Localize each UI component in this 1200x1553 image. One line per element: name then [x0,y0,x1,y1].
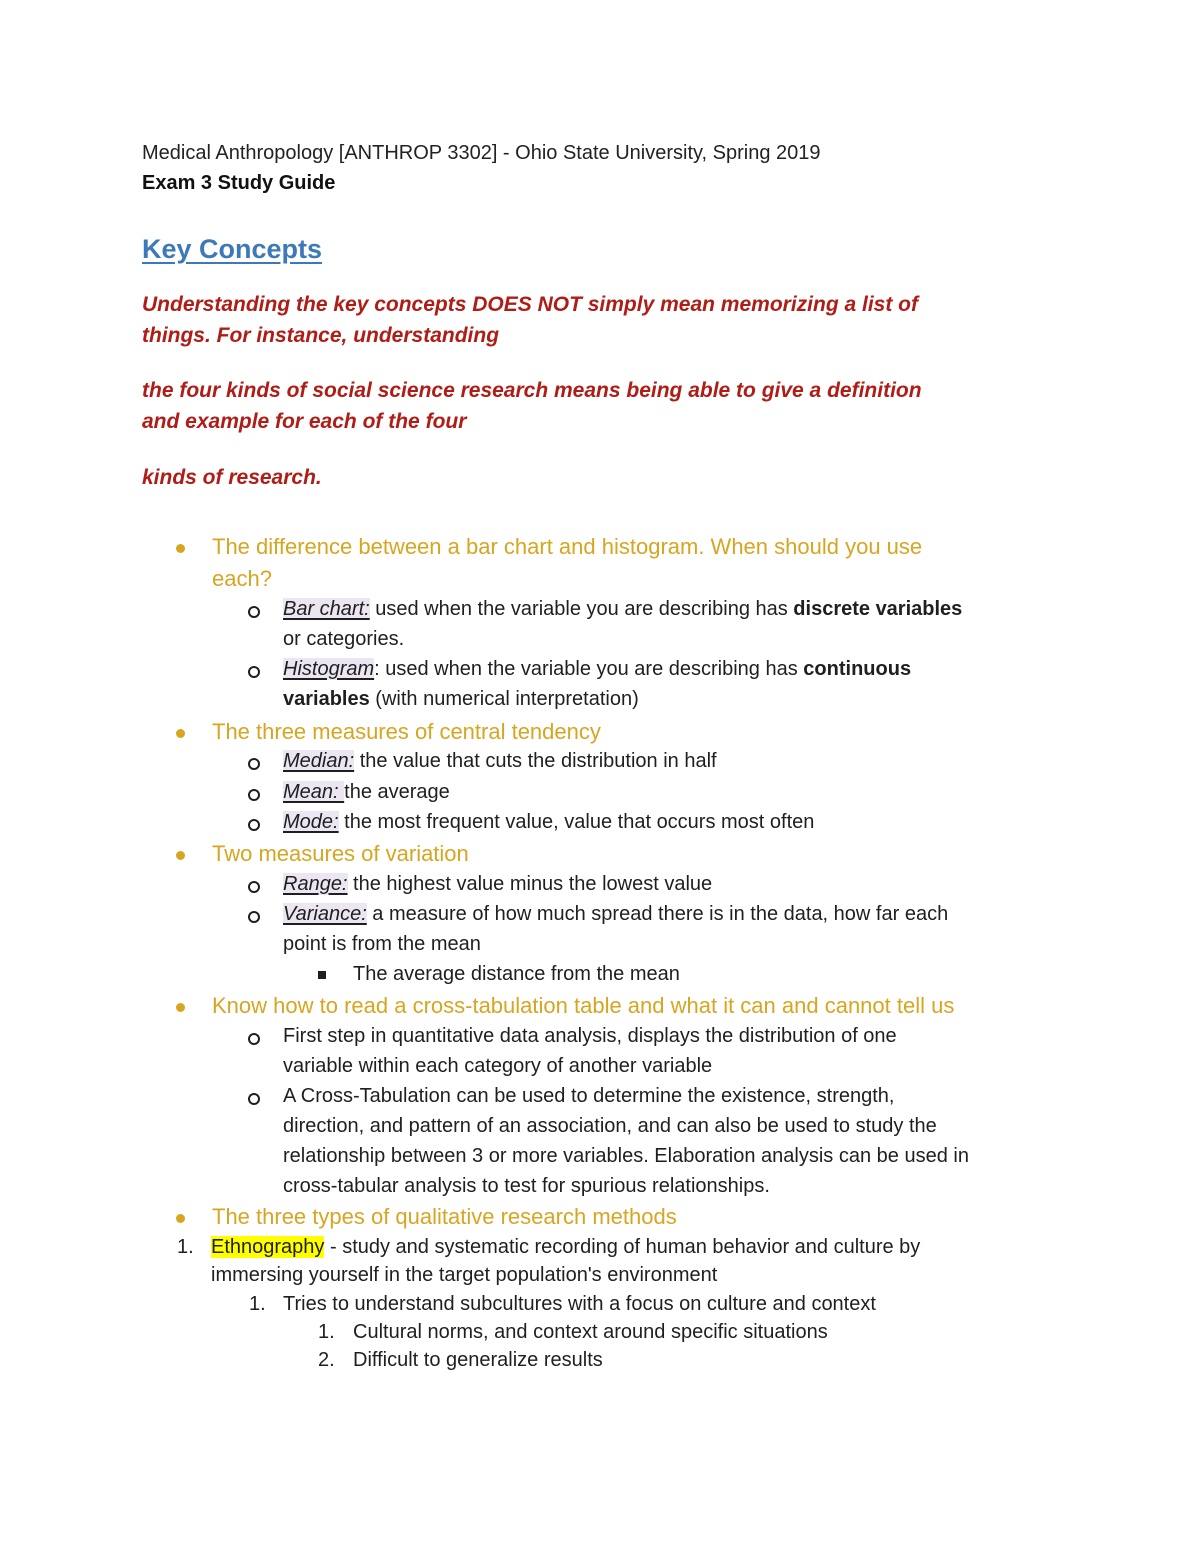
list-number: 1. [318,1321,335,1343]
variance-item-cont: point is from the mean [283,933,481,955]
bullet-icon [176,851,185,860]
topic-bar-vs-histogram: The difference between a bar chart and histogram. When should you use [212,534,923,559]
circle-bullet-icon [248,758,260,770]
circle-bullet-icon [248,881,260,893]
term-histogram: Histogram [283,658,375,680]
variance-item: Variance: a measure of how much spread there is in the data, how far each [283,903,949,925]
crosstab-item-1-cont: variable within each category of another variable [283,1055,713,1077]
list-number: 1. [177,1236,194,1258]
ethnography-subitem: Tries to understand subcultures with a focus on culture and context [283,1293,876,1315]
intro-line-2: things. For instance, understanding [142,324,500,347]
ethnography-subsubitem-2: Difficult to generalize results [353,1349,603,1371]
circle-bullet-icon [248,789,260,801]
circle-bullet-icon [248,666,260,678]
bullet-icon [176,729,185,738]
bullet-icon [176,544,185,553]
term-bar-chart: Bar chart: [283,598,370,620]
circle-bullet-icon [248,911,260,923]
ethnography-item: Ethnography - study and systematic recording of human behavior and culture by [211,1236,921,1258]
list-number: 1. [249,1293,266,1315]
square-bullet-icon [318,971,326,979]
intro-line-4: and example for each of the four [142,410,467,433]
histogram-item: Histogram: used when the variable you are describing has continuous [283,658,912,680]
crosstab-item-2-line-3: relationship between 3 or more variables. Elaboration analysis can be used in [283,1145,969,1167]
term-ethnography: Ethnography [211,1236,325,1258]
mode-item: Mode: the most frequent value, value that occurs most often [283,811,815,833]
topic-qualitative-methods: The three types of qualitative research methods [212,1204,677,1229]
bullet-icon [176,1003,185,1012]
bar-chart-item-cont: or categories. [283,628,405,650]
variance-subitem: The average distance from the mean [353,963,680,985]
topic-cross-tabulation: Know how to read a cross-tabulation table and what it can and cannot tell us [212,993,955,1018]
range-item: Range: the highest value minus the lowest value [283,873,713,895]
crosstab-item-1: First step in quantitative data analysis, displays the distribution of one [283,1025,897,1047]
list-number: 2. [318,1349,335,1371]
bar-chart-item: Bar chart: used when the variable you are describing has discrete variables [283,598,963,620]
crosstab-item-2-line-2: direction, and pattern of an association, and can also be used to study the [283,1115,937,1137]
topic-variation: Two measures of variation [212,841,469,866]
crosstab-item-2: A Cross-Tabulation can be used to determine the existence, strength, [283,1085,895,1107]
section-heading: Key Concepts [142,234,323,264]
ethnography-subsubitem-1: Cultural norms, and context around specific situations [353,1321,828,1343]
course-line: Medical Anthropology [ANTHROP 3302] - Ohio State University, Spring 2019 [142,142,821,164]
guide-title: Exam 3 Study Guide [142,172,336,194]
intro-line-3: the four kinds of social science research means being able to give a definition [142,379,922,402]
intro-line-5: kinds of research. [142,466,322,489]
circle-bullet-icon [248,1093,260,1105]
topic-bar-vs-histogram-cont: each? [212,566,272,591]
circle-bullet-icon [248,819,260,831]
crosstab-item-2-line-4: cross-tabular analysis to test for spurious relationships. [283,1175,770,1197]
circle-bullet-icon [248,1033,260,1045]
mean-item: Mean: the average [283,781,450,803]
histogram-item-cont: variables (with numerical interpretation) [283,688,639,710]
median-item: Median: the value that cuts the distribution in half [283,750,717,772]
circle-bullet-icon [248,606,260,618]
intro-line-1: Understanding the key concepts DOES NOT simply mean memorizing a list of [142,293,918,316]
topic-central-tendency: The three measures of central tendency [212,719,601,744]
bullet-icon [176,1214,185,1223]
ethnography-item-cont: immersing yourself in the target population's environment [211,1264,718,1286]
